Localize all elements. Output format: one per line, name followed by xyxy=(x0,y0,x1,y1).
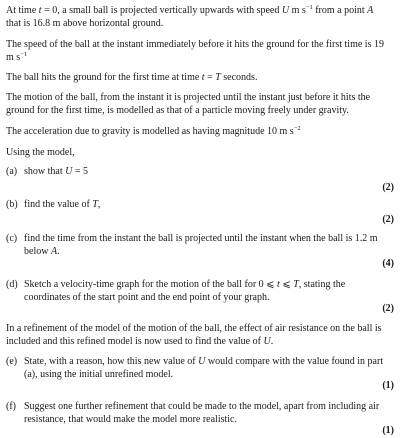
part-e-label: (e) xyxy=(6,356,18,367)
part-d-marks: (2) xyxy=(382,303,394,314)
part-d-text: Sketch a velocity-time graph for the motion of the ball for 0 ⩽ t ⩽ T, stating the coordinates of the start point and the end point of your graph. xyxy=(24,279,346,303)
speed-paragraph: The speed of the ball at the instant immediately before it hits the ground for the first time is 19 m $s^{-1}$ xyxy=(6,39,384,63)
part-a-text: show that U = 5 xyxy=(24,166,88,177)
using-model-text: Using the model, xyxy=(6,147,75,158)
intro-paragraph: At time t = 0, a small ball is projected vertically upwards with speed U m $s^{-1}$ from a point A that is 16.8 m above horizontal ground. xyxy=(6,4,374,29)
part-d-label: (d) xyxy=(6,279,18,290)
hit-time-paragraph: The ball hits the ground for the first time at time t = T seconds. xyxy=(6,72,258,83)
part-c-text: find the time from the instant the ball is projected until the instant when the ball is 1.2 m below A. xyxy=(24,233,378,257)
part-e-marks: (1) xyxy=(382,380,394,391)
part-f-marks: (1) xyxy=(382,425,394,436)
part-a-label: (a) xyxy=(6,166,18,177)
gravity-paragraph: The acceleration due to gravity is modelled as having magnitude 10 m $s^{-2}$ xyxy=(6,125,301,137)
part-c-marks: (4) xyxy=(382,258,394,269)
part-b-label: (b) xyxy=(6,199,18,210)
part-b-marks: (2) xyxy=(382,214,394,225)
part-a-marks: (2) xyxy=(382,182,394,193)
part-c-label: (c) xyxy=(6,233,18,244)
part-f-text: Suggest one further refinement that could be made to the model, apart from including air resistance, that would make the model more realistic. xyxy=(24,401,380,425)
model-paragraph: The motion of the ball, from the instant it is projected until the instant just before it hits the ground for the first time, is modelled as that of a particle moving freely under gravity. xyxy=(6,92,371,116)
part-f-label: (f) xyxy=(6,401,16,412)
part-e-text: State, with a reason, how this new value of U would compare with the value found in part (a), using the initial unrefined model. xyxy=(24,356,384,380)
refinement-paragraph: In a refinement of the model of the motion of the ball, the effect of air resistance on the ball is included and this refined model is now used to find the value of U. xyxy=(6,323,382,347)
part-b-text: find the value of T, xyxy=(24,199,101,210)
